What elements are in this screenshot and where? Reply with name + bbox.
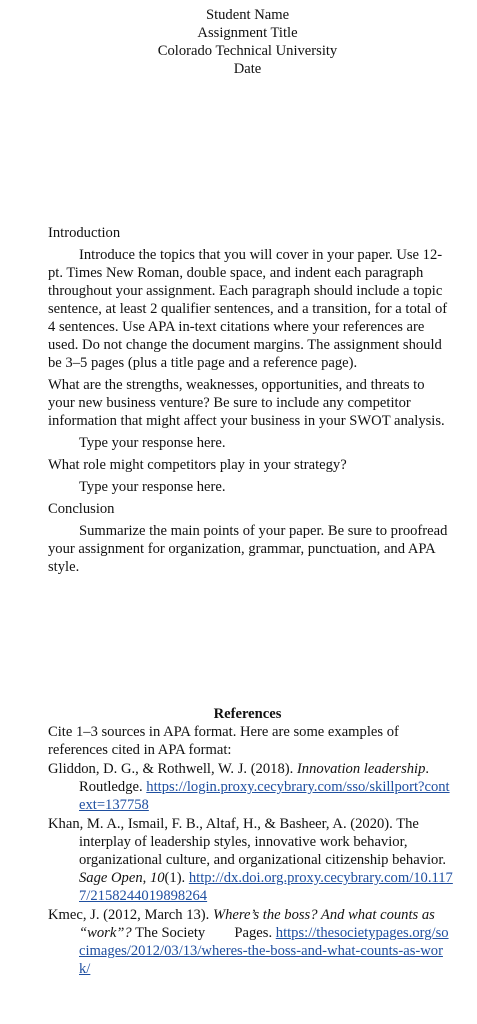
reference-item (48, 760, 453, 814)
conclusion-heading: Conclusion (48, 501, 115, 517)
reference-title: Innovation leadership (296, 761, 426, 777)
conclusion-paragraph: Summarize the main points of your paper. Be sure to proofread your assignment for organization, grammar, punctuation, and APA style. (48, 523, 448, 575)
reference-authors: Khan, M. A., Ismail, F. B., Altaf, H., & Basheer, A. (2020). The interplay of leadership styles, innovative work behavior, organizational culture, and organizational citizenship behavior. (48, 816, 447, 868)
references-intro: Cite 1–3 sources in APA format. Here are some examples of references cited in APA format: (48, 724, 399, 758)
introduction-paragraph: Introduce the topics that you will cover in your paper. Use 12-pt. Times New Roman, double space, and indent each paragraph throughout your assignment. Each paragraph should include a topic sentence, at least 2 qualifier sentences, and a transition, for a total of 4 sentences. Use APA in-text citations where your references are used. Do not change the document margins. The assignment should be 3–5 pages (plus a title page and a reference page). (48, 247, 448, 371)
references-heading: References (213, 706, 282, 722)
university-name: Colorado Technical University (157, 43, 338, 59)
competitors-question: What role might competitors play in your strategy? (48, 457, 347, 473)
reference-authors: Gliddon, D. G., & Rothwell, W. J. (2018). (48, 761, 297, 777)
swot-response[interactable]: Type your response here. (79, 435, 226, 451)
title-block (0, 6, 477, 78)
reference-title: Where’s the boss? And what counts as “work”? (79, 907, 435, 941)
reference-link[interactable]: http://dx.doi.org.proxy.cecybrary.com/10.1177/2158244019898264 (79, 870, 453, 904)
assignment-title: Assignment Title (197, 25, 298, 41)
reference-journal: Sage Open (79, 870, 143, 886)
student-name: Student Name (205, 7, 290, 23)
reference-authors: Kmec, J. (2012, March 13). (48, 907, 213, 923)
reference-item (48, 906, 453, 978)
reference-link[interactable]: https://thesocietypages.org/socimages/2012/03/13/wheres-the-boss-and-what-counts-as-work/ (79, 925, 449, 977)
introduction-heading: Introduction (48, 225, 121, 241)
reference-publisher: . Routledge. (79, 761, 430, 795)
reference-separator: , (142, 870, 150, 886)
reference-item (48, 815, 453, 905)
paper-body (48, 224, 453, 576)
date-line: Date (233, 61, 262, 77)
reference-volume: 10 (149, 870, 165, 886)
references-list (48, 723, 453, 978)
reference-publisher: The Society Pages. (131, 925, 273, 941)
competitors-response[interactable]: Type your response here. (79, 479, 226, 495)
swot-question: What are the strengths, weaknesses, opportunities, and threats to your new business venture? Be sure to include any competitor information that might affect your business in your SWOT analysis. (48, 377, 445, 429)
reference-issue: (1). (164, 870, 186, 886)
reference-link[interactable]: https://login.proxy.cecybrary.com/sso/skillport?context=137758 (79, 779, 450, 813)
